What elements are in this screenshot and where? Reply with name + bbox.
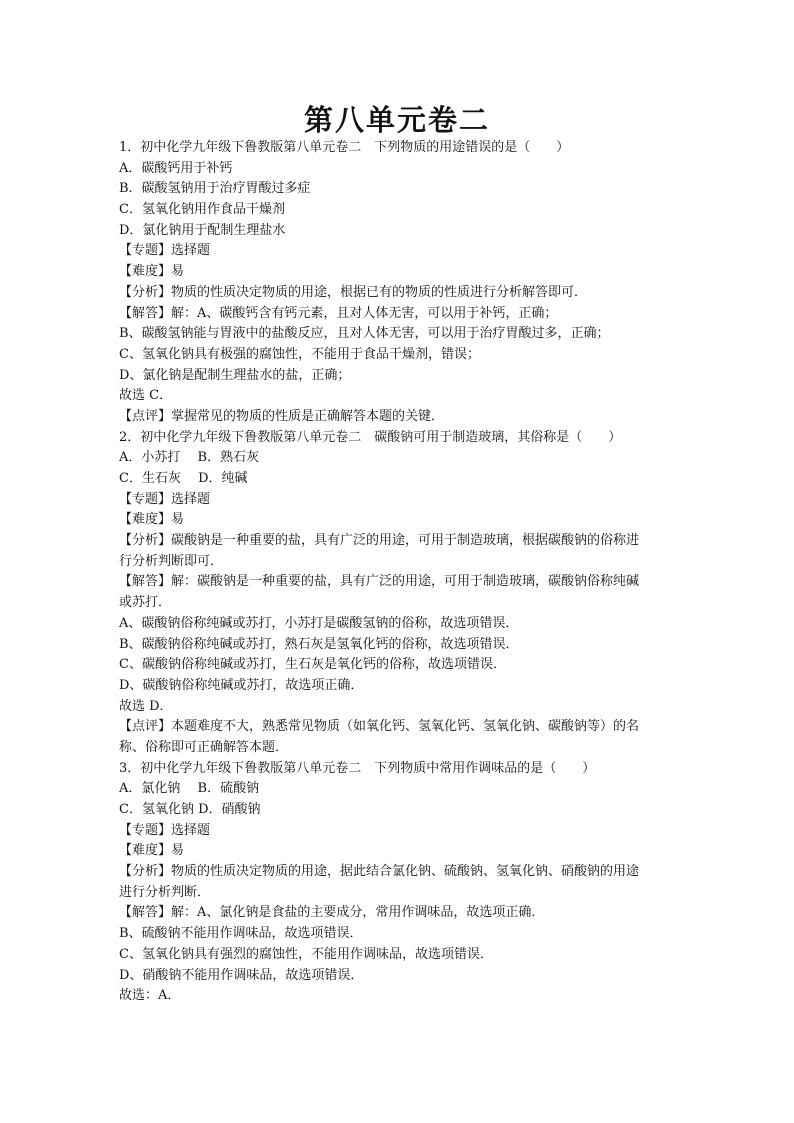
text-line: C．氢氧化钠 D．硝酸钠 — [119, 802, 261, 817]
text-line: 【专题】选择题 — [119, 822, 211, 838]
text-line: 故选：A． — [119, 988, 181, 1004]
text-line: 【难度】易 — [119, 843, 185, 859]
text-line: 故选 C． — [119, 388, 173, 404]
text-line: 【点评】掌握常见的物质的性质是正确解答本题的关键． — [119, 408, 445, 424]
text-line: 【解答】解：碳酸钠是一种重要的盐，具有广泛的用途，可用于制造玻璃，碳酸钠俗称纯碱 — [119, 574, 640, 590]
text-line: 【解答】解：A、碳酸钙含有钙元素，且对人体无害，可以用于补钙，正确； — [119, 305, 558, 321]
text-line: B、硫酸钠不能用作调味品，故选项错误． — [119, 926, 363, 942]
text-line: C、氢氧化钠具有极强的腐蚀性，不能用于食品干燥剂，错误； — [119, 346, 480, 362]
text-line: 【难度】易 — [119, 264, 185, 280]
text-line: C．生石灰 D．纯碱 — [119, 471, 248, 486]
text-line: 1．初中化学九年级下鲁教版第八单元卷二 下列物质的用途错误的是（ ） — [119, 140, 570, 155]
text-line: B．碳酸氢钠用于治疗胃酸过多症 — [119, 181, 311, 197]
text-line: 【解答】解：A、氯化钠是食盐的主要成分，常用作调味品，故选项正确． — [119, 905, 545, 921]
document-body — [119, 138, 679, 1007]
text-line: C．氢氧化钠用作食品干燥剂 — [119, 202, 285, 218]
text-line: C、碳酸钠俗称纯碱或苏打，生石灰是氧化钙的俗称，故选项错误． — [119, 657, 506, 673]
text-line: B、碳酸钠俗称纯碱或苏打，熟石灰是氢氧化钙的俗称，故选项错误． — [119, 636, 519, 652]
text-line: 【专题】选择题 — [119, 491, 211, 507]
text-line: 【分析】物质的性质决定物质的用途，据此结合氯化钠、硫酸钠、氢氧化钠、硝酸钠的用途 — [119, 864, 640, 880]
text-line: C、氢氧化钠具有强烈的腐蚀性，不能用作调味品，故选项错误． — [119, 946, 493, 962]
text-line: A、碳酸钠俗称纯碱或苏打，小苏打是碳酸氢钠的俗称，故选项错误． — [119, 615, 519, 631]
text-line: 【分析】物质的性质决定物质的用途，根据已有的物质的性质进行分析解答即可． — [119, 284, 588, 300]
text-line: D、碳酸钠俗称纯碱或苏打，故选项正确． — [119, 677, 364, 693]
text-line: 【分析】碳酸钠是一种重要的盐，具有广泛的用途，可用于制造玻璃，根据碳酸钠的俗称进 — [119, 533, 640, 549]
text-line: 或苏打． — [119, 595, 172, 611]
text-line: 进行分析判断． — [119, 884, 211, 900]
text-line: 3．初中化学九年级下鲁教版第八单元卷二 下列物质中常用作调味品的是（ ） — [119, 760, 596, 776]
text-line: B、碳酸氢钠能与胃液中的盐酸反应，且对人体无害，可以用于治疗胃酸过多，正确； — [119, 326, 610, 342]
text-line: A．碳酸钙用于补钙 — [119, 160, 233, 176]
text-line: 【专题】选择题 — [119, 243, 211, 259]
text-line: D．氯化钠用于配制生理盐水 — [119, 222, 286, 238]
text-line: 【点评】本题难度不大，熟悉常见物质（如氧化钙、氢氧化钙、氢氧化钠、碳酸钠等）的名 — [119, 719, 640, 735]
text-line: 故选 D． — [119, 698, 173, 714]
document-title: 第八单元卷二 — [303, 103, 490, 137]
text-line: D、硝酸钠不能用作调味品，故选项错误． — [119, 967, 364, 983]
text-line: 称、俗称即可正确解答本题． — [119, 739, 289, 755]
text-line: 行分析判断即可． — [119, 553, 224, 569]
text-line: D、氯化钠是配制生理盐水的盐，正确； — [119, 367, 351, 383]
text-line: 【难度】易 — [119, 512, 185, 528]
text-line: 2．初中化学九年级下鲁教版第八单元卷二 碳酸钠可用于制造玻璃，其俗称是（ ） — [119, 429, 622, 445]
text-line: A．氯化钠 B．硫酸钠 — [119, 781, 260, 797]
text-line: A．小苏打 B．熟石灰 — [119, 450, 260, 466]
